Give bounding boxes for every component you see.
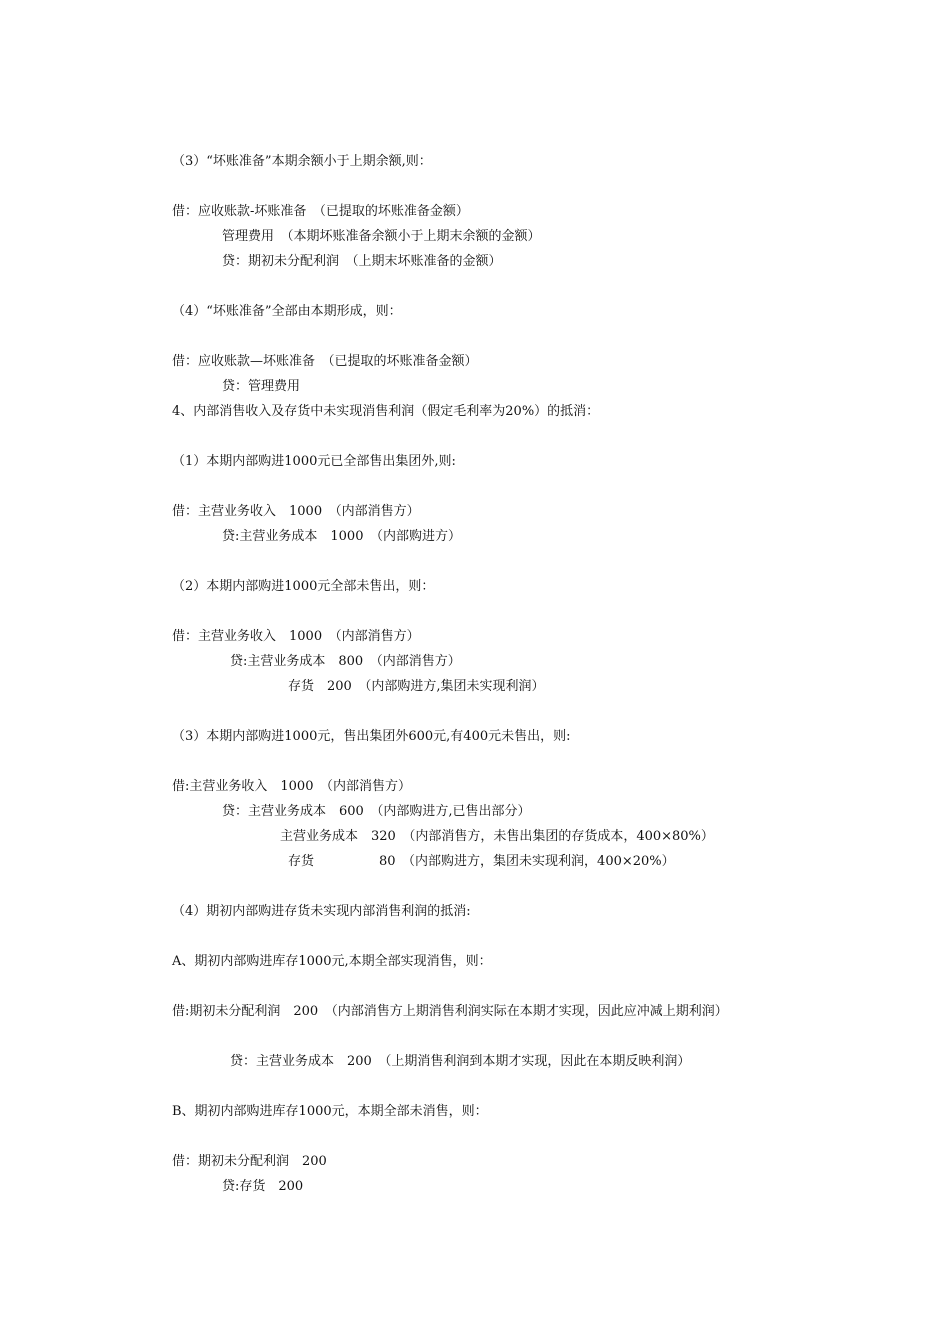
entry-credit-line: 主营业务成本 320 （内部消售方，未售出集团的存货成本，400×80%） (280, 829, 714, 844)
entry-credit-line: 存货 200 （内部购进方,集团未实现利润） (288, 679, 545, 694)
entry-debit-line: 借:期初未分配利润 200 （内部消售方上期消售利润实际在本期才实现，因此应冲减上期利润） (172, 1004, 728, 1019)
entry-credit-line: 贷：主营业务成本 600 （内部购进方,已售出部分） (222, 804, 531, 819)
entry-debit-line: 借：应收账款—坏账准备 （已提取的坏账准备金额） (172, 354, 478, 369)
heading-4-bad-debt-current: （4）“坏账准备”全部由本期形成，则： (172, 304, 402, 319)
entry-credit-line: 贷：主营业务成本 200 （上期消售利润到本期才实现，因此在本期反映利润） (230, 1054, 691, 1069)
entry-credit-line: 贷:存货 200 (222, 1179, 304, 1194)
case-4-heading: （4）期初内部购进存货未实现内部消售利润的抵消: (172, 904, 471, 919)
entry-credit-line: 存货 80 （内部购进方，集团未实现利润，400×20%） (288, 854, 675, 869)
case-1-heading: （1）本期内部购进1000元已全部售出集团外,则: (172, 454, 456, 469)
entry-debit-line: 借:主营业务收入 1000 （内部消售方） (172, 779, 411, 794)
heading-3-bad-debt-decrease: （3）“坏账准备”本期余额小于上期余额,则： (172, 154, 432, 169)
entry-debit-line: 管理费用 （本期坏账准备余额小于上期末余额的金额） (222, 229, 541, 244)
case-b-heading: B、期初内部购进库存1000元，本期全部未消售，则： (172, 1104, 488, 1119)
entry-credit-line: 贷：管理费用 (222, 379, 301, 394)
case-a-heading: A、期初内部购进库存1000元,本期全部实现消售，则： (172, 954, 492, 969)
entry-debit-line: 借：期初未分配利润 200 (172, 1154, 327, 1169)
entry-credit-line: 贷:主营业务成本 1000 （内部购进方） (222, 529, 461, 544)
case-3-heading: （3）本期内部购进1000元，售出集团外600元,有400元未售出，则: (172, 729, 571, 744)
entry-debit-line: 借：应收账款-坏账准备 （已提取的坏账准备金额） (172, 204, 469, 219)
case-2-heading: （2）本期内部购进1000元全部未售出，则： (172, 579, 435, 594)
section-4-heading: 4、内部消售收入及存货中未实现消售利润（假定毛利率为20%）的抵消： (172, 404, 600, 419)
entry-debit-line: 借：主营业务收入 1000 （内部消售方） (172, 504, 420, 519)
entry-debit-line: 借：主营业务收入 1000 （内部消售方） (172, 629, 420, 644)
entry-credit-line: 贷:主营业务成本 800 （内部消售方） (230, 654, 461, 669)
entry-credit-line: 贷：期初未分配利润 （上期末坏账准备的金额） (222, 254, 502, 269)
